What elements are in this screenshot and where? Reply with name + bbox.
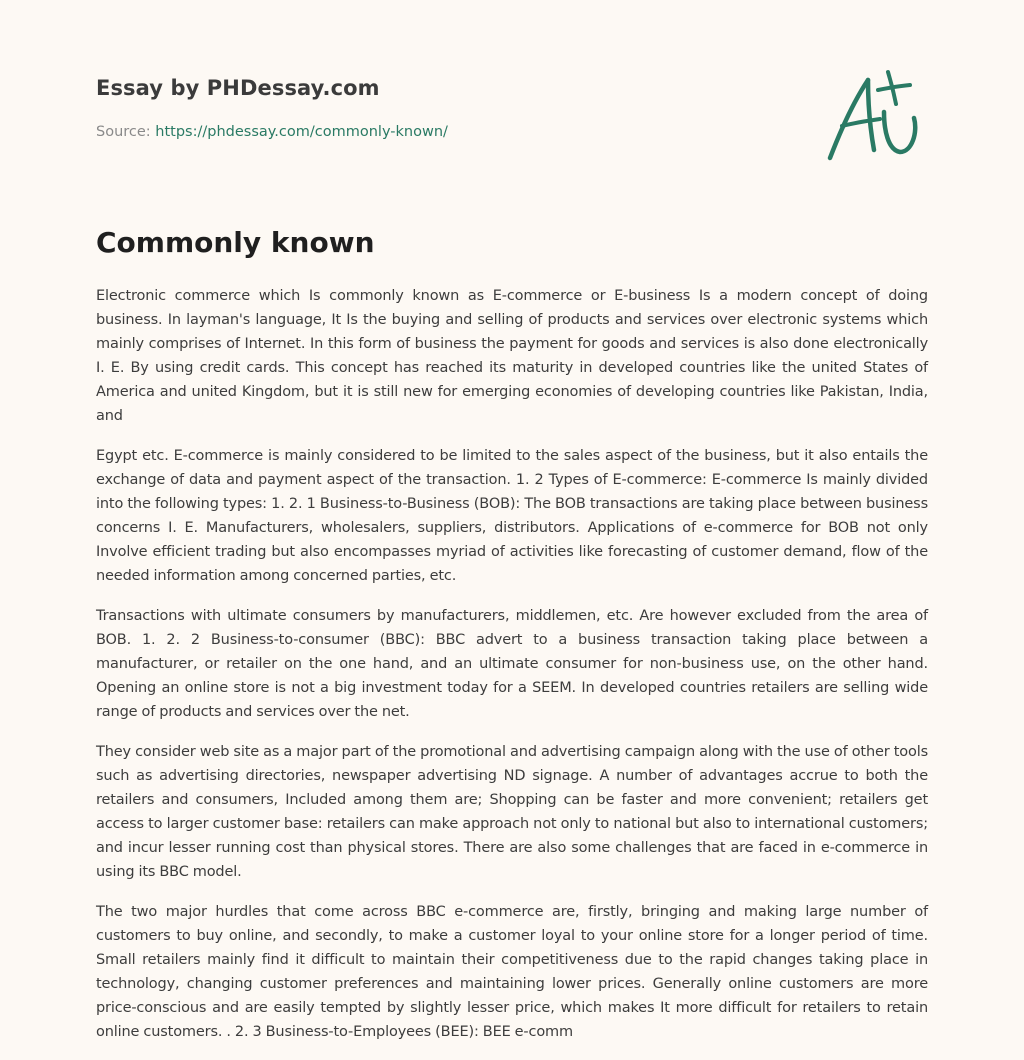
essay-paragraph: Electronic commerce which Is commonly known as E-commerce or E-business Is a modern concept of doing business. In layman's language, It Is the buying and selling of products and services over electronic systems which mainly comprises of Internet. In this form of business the payment for goods and services is also done electronically I. E. By using credit cards. This concept has reached its maturity in developed countries like the united States of America and united Kingdom, but it is still new for emerging economies of developing countries like Pakistan, India, and [96,288,928,424]
essay-paragraph: They consider web site as a major part of the promotional and advertising campaign along with the use of other tools such as advertising directories, newspaper advertising ND signage. A number of advantages accrue to both the retailers and consumers, Included among them are; Shopping can be faster and more convenient; retailers get access to larger customer base: retailers can make approach not only to national but also to international customers; and incur lesser running cost than physical stores. There are also some challenges that are faced in e-commerce in using its BBC model. [96,744,928,880]
essay-page [96,0,928,1040]
essay-body [96,284,928,1060]
essay-paragraph: The two major hurdles that come across BBC e-commerce are, firstly, bringing and making large number of customers to buy online, and secondly, to make a customer loyal to your online store for a longer period of time. Small retailers mainly find it difficult to maintain their competitiveness due to the rapid changes taking place in technology, changing customer preferences and maintaining lower prices. Generally online customers are more price-conscious and are easily tempted by slightly lesser price, which makes It more difficult for retailers to retain online customers. . 2. 3 Business-to-Employees (BEE): BEE e-comm [96,904,928,1040]
source-line [96,124,448,140]
essay-paragraph: Egypt etc. E-commerce is mainly considered to be limited to the sales aspect of the business, but it also entails the exchange of data and payment aspect of the transaction. 1. 2 Types of E-commerce: E-commerce Is mainly divided into the following types: 1. 2. 1 Business-to-Business (BOB): The BOB transactions are taking place between business concerns I. E. Manufacturers, wholesalers, suppliers, distributors. Applications of e-commerce for BOB not only Involve efficient trading but also encompasses myriad of activities like forecasting of customer demand, flow of the needed information among concerned parties, etc. [96,448,928,584]
page-header [96,0,928,200]
a-plus-logo-icon [824,68,924,164]
essay-paragraph: Transactions with ultimate consumers by manufacturers, middlemen, etc. Are however excluded from the area of BOB. 1. 2. 2 Business-to-consumer (BBC): BBC advert to a business transaction taking place between a manufacturer, or retailer on the one hand, and an ultimate consumer for non-business use, on the other hand. Opening an online store is not a big investment today for a SEEM. In developed countries retailers are selling wide range of products and services over the net. [96,608,928,720]
source-label: Source: [96,124,156,140]
site-title: Essay by PHDessay.com [96,76,380,100]
source-link[interactable]: https://phdessay.com/commonly-known/ [155,124,448,140]
essay-title: Commonly known [96,226,375,259]
